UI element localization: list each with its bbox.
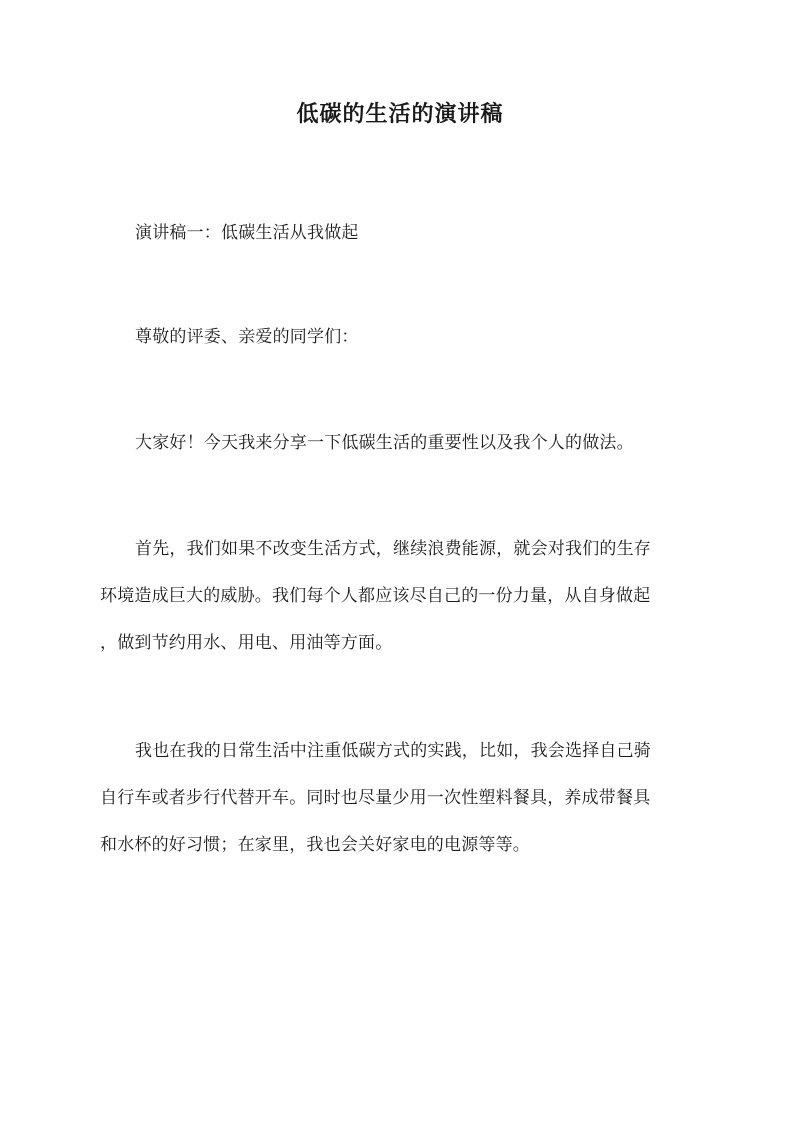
page-title: 低碳的生活的演讲稿 — [296, 101, 504, 127]
paragraph-2 — [100, 728, 700, 869]
paragraph-line: 首先，我们如果不改变生活方式，继续浪费能源，就会对我们的生存 — [135, 539, 651, 559]
paragraph-line: 自行车或者步行代替开车。同时也尽量少用一次性塑料餐具，养成带餐具 — [100, 788, 651, 808]
salutation — [100, 314, 700, 361]
speech-subtitle — [100, 210, 700, 257]
paragraph-line: 和水杯的好习惯；在家里，我也会关好家电的电源等等。 — [100, 835, 530, 855]
paragraph-line: 环境造成巨大的威胁。我们每个人都应该尽自己的一份力量，从自身做起 — [100, 586, 651, 606]
paragraph-1 — [100, 526, 700, 667]
salutation-line: 尊敬的评委、亲爱的同学们： — [135, 327, 359, 347]
paragraph-line: 我也在我的日常生活中注重低碳方式的实践，比如，我会选择自己骑 — [135, 741, 651, 761]
greeting-line: 大家好！今天我来分享一下低碳生活的重要性以及我个人的做法。 — [135, 433, 634, 453]
subtitle-line: 演讲稿一：低碳生活从我做起 — [135, 223, 359, 243]
paragraph-line: ，做到节约用水、用电、用油等方面。 — [100, 633, 393, 653]
greeting — [100, 420, 700, 467]
